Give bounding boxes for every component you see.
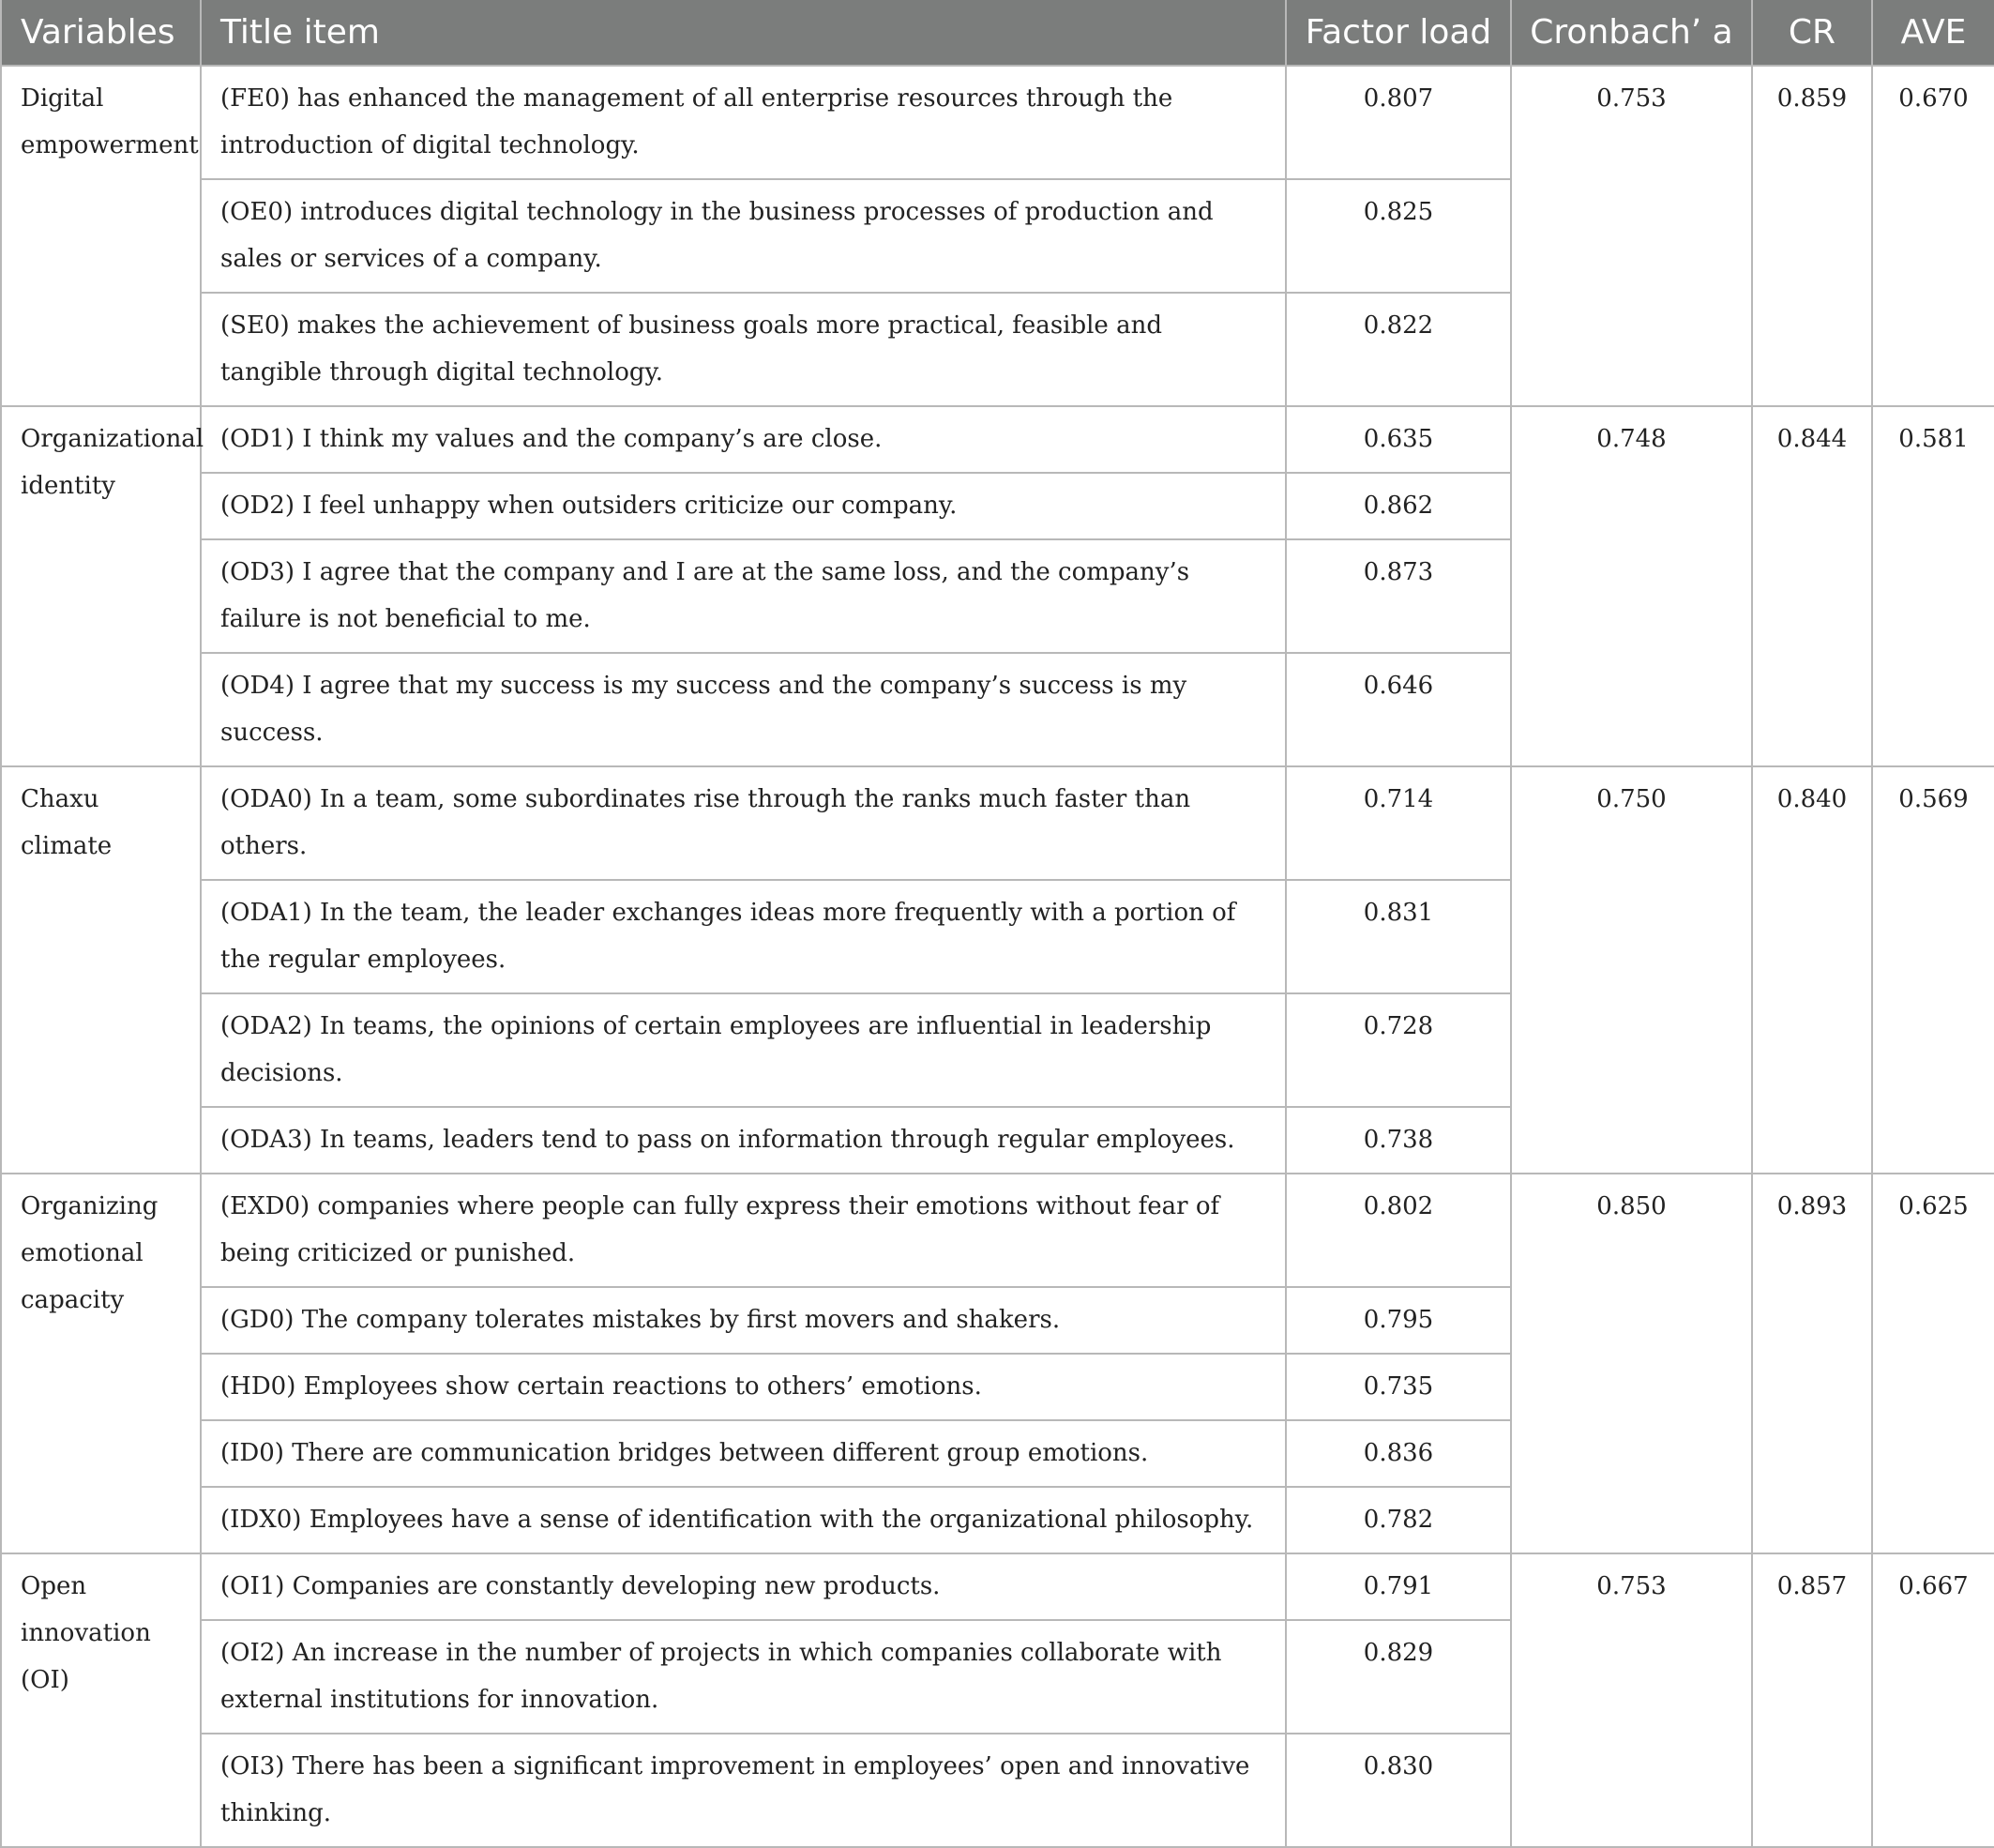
- header-variables: Variables: [1, 0, 201, 66]
- item-text: (ODA3) In teams, leaders tend to pass on information through regular employees.: [201, 1107, 1286, 1174]
- factor-load-value: 0.646: [1286, 653, 1511, 766]
- factor-load-value: 0.807: [1286, 66, 1511, 179]
- cr-value: 0.857: [1752, 1553, 1872, 1847]
- item-text: (OE0) introduces digital technology in the business processes of production and sales or services of a company.: [201, 179, 1286, 293]
- cr-value: 0.844: [1752, 406, 1872, 766]
- factor-load-value: 0.738: [1286, 1107, 1511, 1174]
- header-title-item: Title item: [201, 0, 1286, 66]
- variable-name: Chaxu climate: [1, 766, 201, 1174]
- item-text: (GD0) The company tolerates mistakes by first movers and shakers.: [201, 1287, 1286, 1354]
- ave-value: 0.670: [1872, 66, 1994, 406]
- factor-load-value: 0.830: [1286, 1734, 1511, 1847]
- factor-load-value: 0.836: [1286, 1420, 1511, 1487]
- header-cr: CR: [1752, 0, 1872, 66]
- cronbach-value: 0.748: [1511, 406, 1752, 766]
- factor-load-value: 0.735: [1286, 1354, 1511, 1420]
- cr-value: 0.840: [1752, 766, 1872, 1174]
- item-text: (ODA1) In the team, the leader exchanges ideas more frequently with a portion of the regular employees.: [201, 880, 1286, 993]
- header-ave: AVE: [1872, 0, 1994, 66]
- item-text: (OI2) An increase in the number of projects in which companies collaborate with external institutions for innovation.: [201, 1620, 1286, 1734]
- factor-load-value: 0.635: [1286, 406, 1511, 473]
- item-text: (ODA0) In a team, some subordinates rise through the ranks much faster than others.: [201, 766, 1286, 880]
- factor-load-value: 0.831: [1286, 880, 1511, 993]
- table-row: [1, 766, 1994, 880]
- variable-name: Digital empowerment: [1, 66, 201, 406]
- factor-load-value: 0.728: [1286, 993, 1511, 1107]
- cronbach-value: 0.753: [1511, 1553, 1752, 1847]
- cronbach-value: 0.750: [1511, 766, 1752, 1174]
- ave-value: 0.667: [1872, 1553, 1994, 1847]
- cr-value: 0.859: [1752, 66, 1872, 406]
- item-text: (IDX0) Employees have a sense of identification with the organizational philosophy.: [201, 1487, 1286, 1553]
- item-text: (HD0) Employees show certain reactions to others’ emotions.: [201, 1354, 1286, 1420]
- item-text: (OI3) There has been a significant improvement in employees’ open and innovative thinking.: [201, 1734, 1286, 1847]
- factor-load-value: 0.782: [1286, 1487, 1511, 1553]
- cr-value: 0.893: [1752, 1174, 1872, 1553]
- ave-value: 0.625: [1872, 1174, 1994, 1553]
- cronbach-value: 0.753: [1511, 66, 1752, 406]
- item-text: (SE0) makes the achievement of business goals more practical, feasible and tangible through digital technology.: [201, 293, 1286, 406]
- item-text: (OD2) I feel unhappy when outsiders criticize our company.: [201, 473, 1286, 539]
- cronbach-value: 0.850: [1511, 1174, 1752, 1553]
- ave-value: 0.581: [1872, 406, 1994, 766]
- variable-name: Organizational identity: [1, 406, 201, 766]
- item-text: (OI1) Companies are constantly developing new products.: [201, 1553, 1286, 1620]
- variable-name: Organizing emotional capacity: [1, 1174, 201, 1553]
- table-row: [1, 406, 1994, 473]
- factor-load-value: 0.829: [1286, 1620, 1511, 1734]
- factor-load-value: 0.822: [1286, 293, 1511, 406]
- item-text: (OD3) I agree that the company and I are at the same loss, and the company’s failure is not beneficial to me.: [201, 539, 1286, 653]
- table-row: [1, 66, 1994, 179]
- table-row: [1, 1553, 1994, 1620]
- header-factor-load: Factor load: [1286, 0, 1511, 66]
- item-text: (ODA2) In teams, the opinions of certain employees are influential in leadership decisions.: [201, 993, 1286, 1107]
- table-row: [1, 1174, 1994, 1287]
- item-text: (ID0) There are communication bridges between different group emotions.: [201, 1420, 1286, 1487]
- factor-load-value: 0.795: [1286, 1287, 1511, 1354]
- factor-load-value: 0.802: [1286, 1174, 1511, 1287]
- factor-load-value: 0.714: [1286, 766, 1511, 880]
- header-cronbach: Cronbach’ a: [1511, 0, 1752, 66]
- factor-load-value: 0.825: [1286, 179, 1511, 293]
- item-text: (OD1) I think my values and the company’s are close.: [201, 406, 1286, 473]
- item-text: (FE0) has enhanced the management of all enterprise resources through the introduction of digital technology.: [201, 66, 1286, 179]
- header-row: [1, 0, 1994, 66]
- variable-name: Open innovation (OI): [1, 1553, 201, 1847]
- factor-load-value: 0.862: [1286, 473, 1511, 539]
- ave-value: 0.569: [1872, 766, 1994, 1174]
- item-text: (OD4) I agree that my success is my success and the company’s success is my success.: [201, 653, 1286, 766]
- item-text: (EXD0) companies where people can fully express their emotions without fear of being criticized or punished.: [201, 1174, 1286, 1287]
- factor-load-value: 0.791: [1286, 1553, 1511, 1620]
- factor-load-value: 0.873: [1286, 539, 1511, 653]
